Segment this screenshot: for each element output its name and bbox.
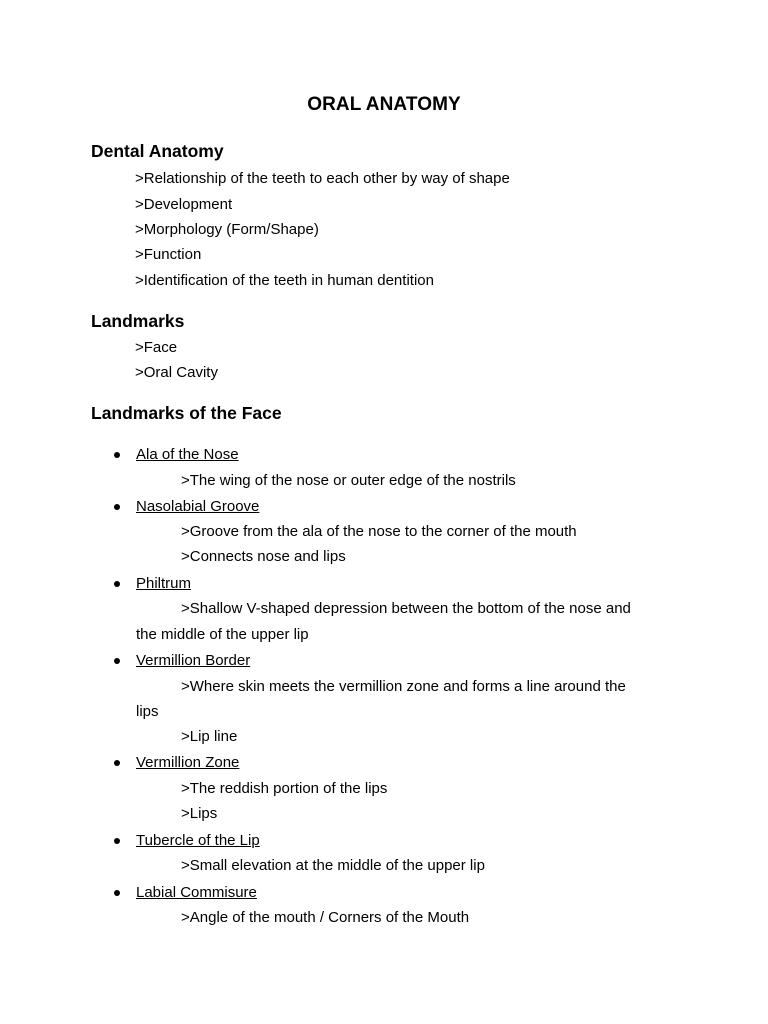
- term-description: >Where skin meets the vermillion zone and forms a line around the: [181, 678, 626, 695]
- heading-landmarks-of-face: Landmarks of the Face: [91, 403, 282, 423]
- term-philtrum: Philtrum: [136, 575, 192, 592]
- term-description: >Lip line: [181, 728, 238, 745]
- term-description: >Lips: [181, 805, 218, 822]
- bullet-icon: [114, 838, 120, 844]
- term-ala-of-the-nose: Ala of the Nose: [136, 446, 239, 463]
- term-description: >Small elevation at the middle of the upper lip: [181, 857, 485, 874]
- dental-item: >Development: [135, 196, 233, 213]
- landmarks-item: >Face: [135, 339, 178, 356]
- term-description: >Angle of the mouth / Corners of the Mouth: [181, 909, 470, 926]
- term-labial-commisure: Labial Commisure: [136, 884, 257, 901]
- term-description: >The reddish portion of the lips: [181, 780, 388, 797]
- dental-item: >Function: [135, 246, 202, 263]
- dental-item: >Identification of the teeth in human dentition: [135, 272, 434, 289]
- term-description: >Groove from the ala of the nose to the corner of the mouth: [181, 523, 577, 540]
- bullet-icon: [114, 581, 120, 587]
- term-description: >The wing of the nose or outer edge of the nostrils: [181, 472, 516, 489]
- term-tubercle-of-the-lip: Tubercle of the Lip: [136, 832, 260, 849]
- heading-landmarks: Landmarks: [91, 311, 185, 331]
- bullet-icon: [114, 760, 120, 766]
- term-description-continued: lips: [136, 703, 159, 720]
- term-vermillion-border: Vermillion Border: [136, 652, 251, 669]
- heading-dental-anatomy: Dental Anatomy: [91, 141, 224, 161]
- term-description: >Connects nose and lips: [181, 548, 346, 565]
- term-nasolabial-groove: Nasolabial Groove: [136, 498, 260, 515]
- bullet-icon: [114, 890, 120, 896]
- document-title: ORAL ANATOMY: [307, 94, 461, 115]
- bullet-icon: [114, 658, 120, 664]
- landmarks-item: >Oral Cavity: [135, 364, 218, 381]
- bullet-icon: [114, 504, 120, 510]
- bullet-icon: [114, 452, 120, 458]
- term-description: >Shallow V-shaped depression between the bottom of the nose and: [181, 600, 631, 617]
- term-vermillion-zone: Vermillion Zone: [136, 754, 240, 771]
- dental-item: >Morphology (Form/Shape): [135, 221, 319, 238]
- dental-item: >Relationship of the teeth to each other by way of shape: [135, 170, 510, 187]
- term-description-continued: the middle of the upper lip: [136, 626, 309, 643]
